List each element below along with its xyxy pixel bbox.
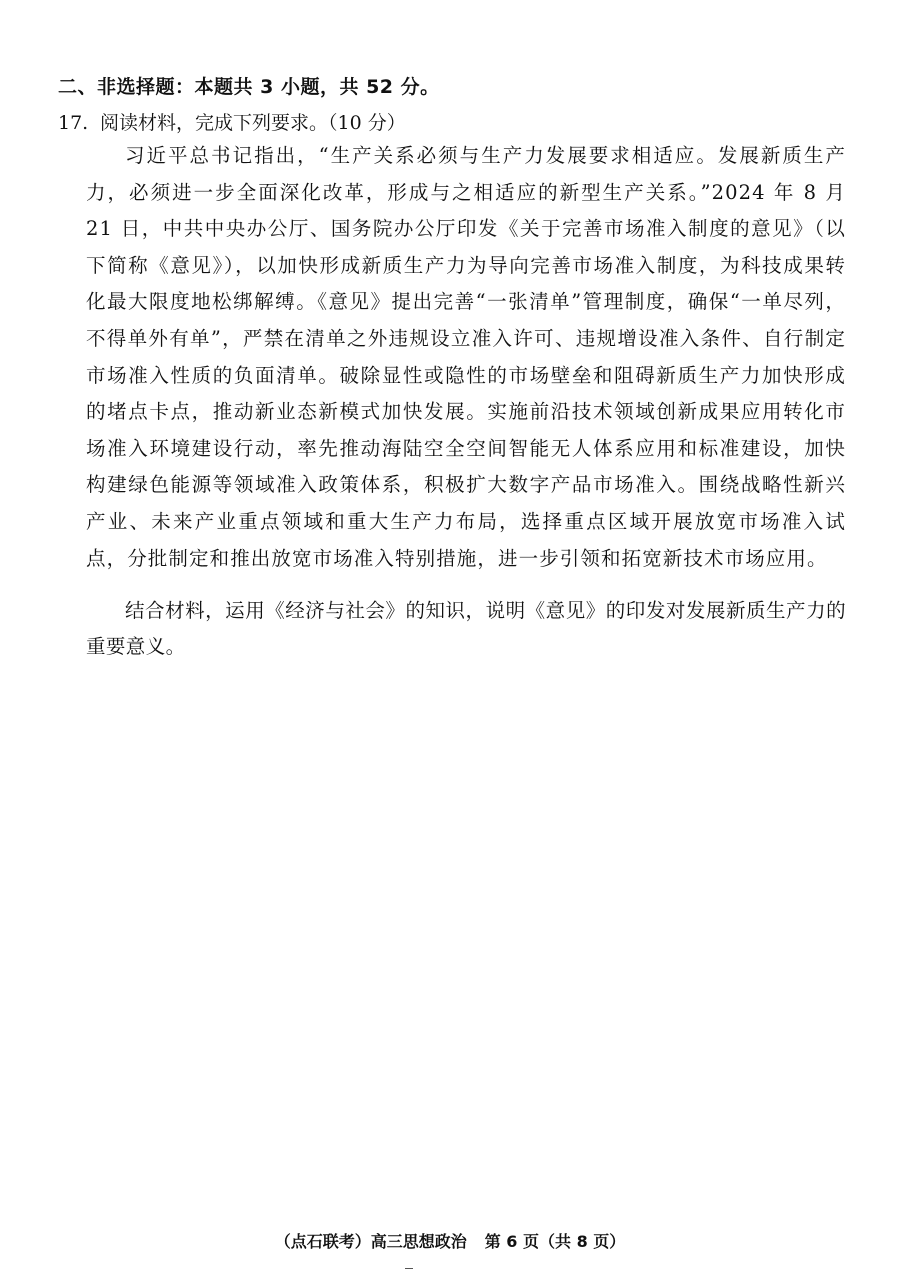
question-header: [58, 108, 406, 135]
question-material: 习近平总书记指出，“生产关系必须与生产力发展要求相适应。发展新质生产力，必须进一步全面深化改革，形成与之相适应的新型生产关系。”2024 年 8 月 21 日，中共中央办公厅、国务院办公厅印发《关于完善市场准入制度的意见》（以下简称《意见》），以加快形成新质生产力为导向完善市场准入制度，为科技成果转化最大限度地松绑解缚。《意见》提出完善“一张清单”管理制度，确保“一单尽列，不得单外有单”，严禁在清单之外违规设立准入许可、违规增设准入条件、自行制定市场准入性质的负面清单。破除显性或隐性的市场壁垒和阻碍新质生产力加快形成的堵点卡点，推动新业态新模式加快发展。实施前沿技术领域创新成果应用转化市场准入环境建设行动，率先推动海陆空全空间智能无人体系应用和标准建设，加快构建绿色能源等领域准入政策体系，积极扩大数字产品市场准入。围绕战略性新兴产业、未来产业重点领域和重大生产力布局，选择重点区域开展放宽市场准入试点，分批制定和推出放宽市场准入特别措施，进一步引领和拓宽新技术市场应用。: [86, 144, 846, 570]
question-number: 17.: [58, 112, 89, 134]
question-prompt: 阅读材料，完成下列要求。（10 分）: [100, 112, 406, 134]
footer-mark: [405, 1268, 413, 1269]
footer-page-number: 第 6 页（共 8 页）: [484, 1232, 626, 1251]
page-footer: [0, 1229, 900, 1252]
question-task: 结合材料，运用《经济与社会》的知识，说明《意见》的印发对发展新质生产力的重要意义。: [86, 599, 846, 658]
footer-exam-name: （点石联考）高三思想政治: [274, 1232, 467, 1251]
section-title: 二、非选择题：本题共 3 小题，共 52 分。: [58, 76, 440, 98]
